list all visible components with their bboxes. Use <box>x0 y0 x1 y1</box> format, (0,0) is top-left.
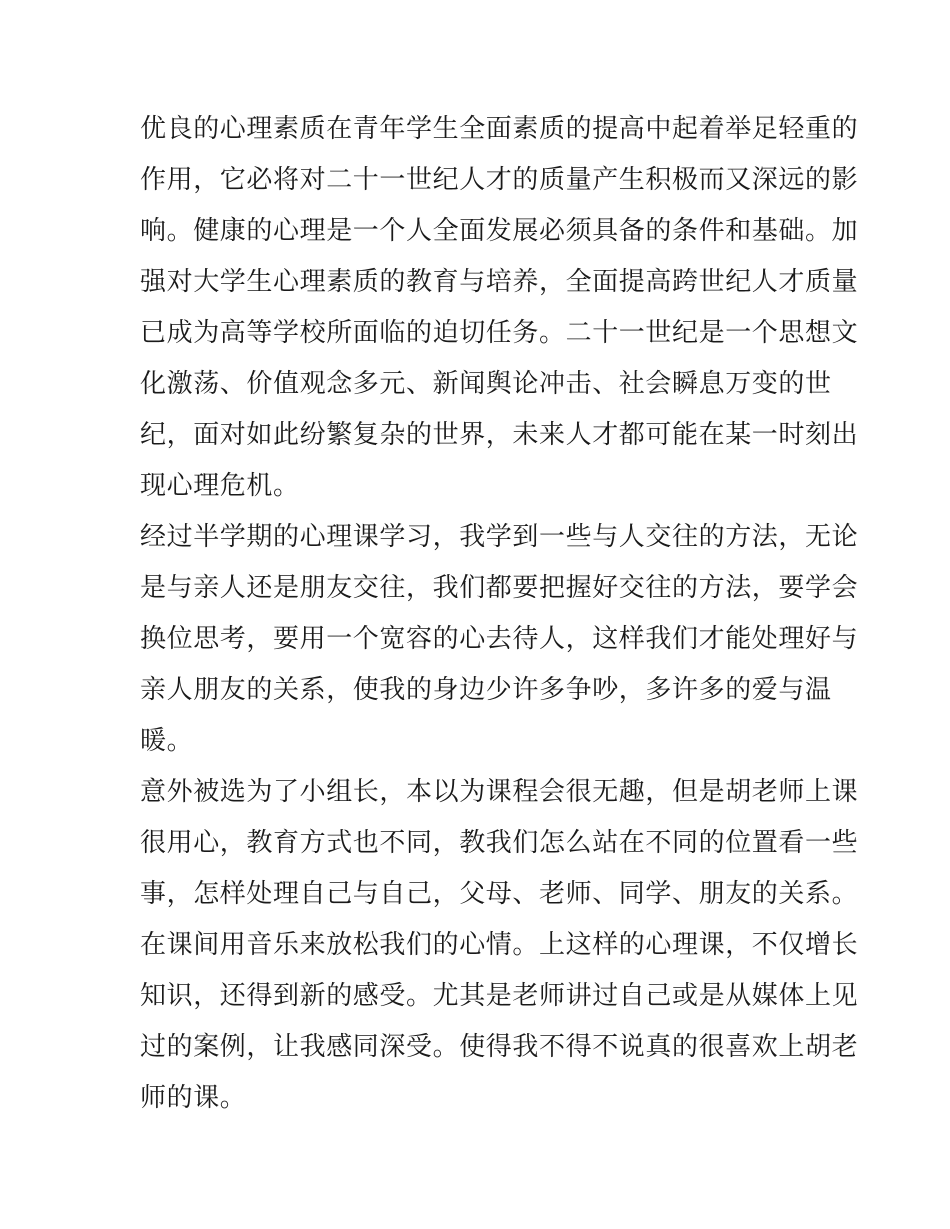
text-line: 经过半学期的心理课学习，我学到一些与人交往的方法，无论 <box>140 522 859 552</box>
text-line: 知识，还得到新的感受。尤其是老师讲过自己或是从媒体上见 <box>140 981 859 1011</box>
text-line: 纪，面对如此纷繁复杂的世界，未来人才都可能在某一时刻出 <box>140 420 859 450</box>
text-line: 很用心，教育方式也不同，教我们怎么站在不同的位置看一些 <box>140 828 859 858</box>
text-line: 师的课。 <box>140 1083 247 1113</box>
text-line: 是与亲人还是朋友交往，我们都要把握好交往的方法，要学会 <box>140 573 859 603</box>
text-line: 已成为高等学校所面临的迫切任务。二十一世纪是一个思想文 <box>140 318 859 348</box>
text-line: 事，怎样处理自己与自己，父母、老师、同学、朋友的关系。 <box>140 879 859 909</box>
text-line: 响。健康的心理是一个人全面发展必须具备的条件和基础。加 <box>140 216 859 246</box>
text-line: 优良的心理素质在青年学生全面素质的提高中起着举足轻重的 <box>140 114 859 144</box>
text-line: 换位思考，要用一个宽容的心去待人，这样我们才能处理好与 <box>140 624 859 654</box>
text-line: 在课间用音乐来放松我们的心情。上这样的心理课，不仅增长 <box>140 930 859 960</box>
text-line: 意外被选为了小组长，本以为课程会很无趣，但是胡老师上课 <box>140 777 859 807</box>
text-line: 强对大学生心理素质的教育与培养，全面提高跨世纪人才质量 <box>140 267 859 297</box>
text-line: 暖。 <box>140 726 194 756</box>
text-line: 作用，它必将对二十一世纪人才的质量产生积极而又深远的影 <box>140 165 859 195</box>
text-line: 过的案例，让我感同深受。使得我不得不说真的很喜欢上胡老 <box>140 1032 859 1062</box>
text-line: 现心理危机。 <box>140 471 300 501</box>
text-line: 亲人朋友的关系，使我的身边少许多争吵，多许多的爱与温 <box>140 675 832 705</box>
text-line: 化激荡、价值观念多元、新闻舆论冲击、社会瞬息万变的世 <box>140 369 832 399</box>
